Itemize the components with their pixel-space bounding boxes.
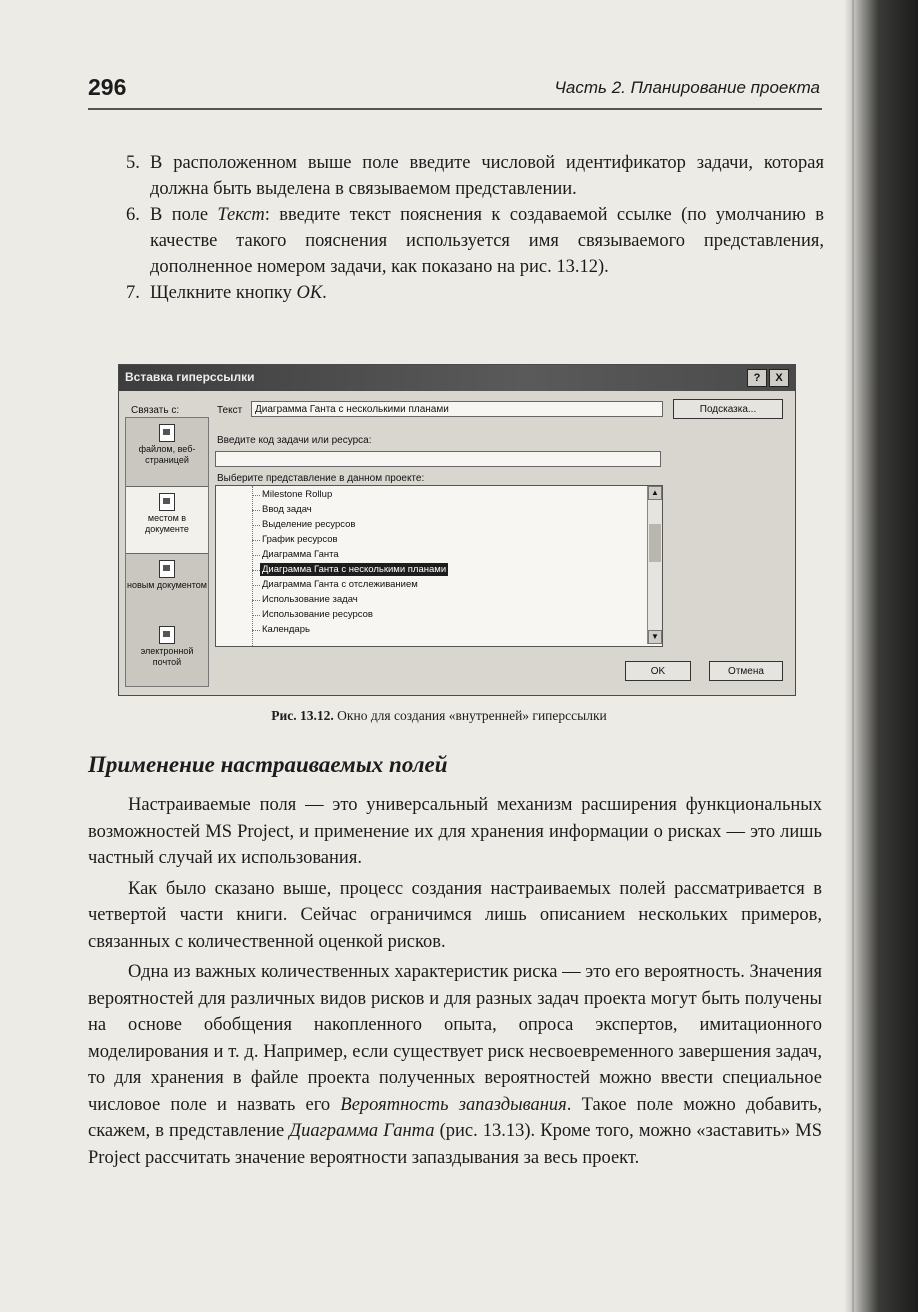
view-item[interactable]: Ввод задач [262,504,312,515]
paragraph-emphasis: Вероятность запаздывания [340,1094,567,1115]
steps-list [112,150,824,306]
web-page-icon [159,424,175,442]
email-icon [159,626,175,644]
paragraph: Настраиваемые поля — это универсальный механизм расширения функциональных возможностей MS Project, и применение их для хранения информации о рисках — это лишь частный случай их использования. [88,795,822,868]
text-label: Текст [217,405,243,416]
task-id-field[interactable] [215,451,661,467]
tree-tick [252,555,260,556]
insert-hyperlink-dialog [118,364,796,696]
step-text: В поле [150,205,218,225]
paragraph-text: (рис. 13.13). Кроме того, можно «заставить» MS Project рассчитать значение вероятности запаздывания за весь проект. [88,1121,822,1168]
link-target-label: местом в документе [145,513,189,534]
caption-text: Окно для создания «внутренней» гиперссылки [337,708,607,723]
page-number: 296 [88,74,127,100]
tree-tick [252,615,260,616]
tree-tick [252,495,260,496]
step-item [112,280,824,306]
help-button[interactable]: ? [747,369,767,387]
tree-tick [252,600,260,601]
document-place-icon [159,493,175,511]
tooltip-button[interactable]: Подсказка... [673,399,783,419]
link-target-label: файлом, веб-страницей [138,444,196,465]
link-target-new-doc[interactable] [126,554,208,620]
header-rule [88,108,822,110]
ok-button[interactable]: OK [625,661,691,681]
task-id-label: Введите код задачи или ресурса: [217,435,372,446]
view-item[interactable]: Календарь [262,624,310,635]
step-text: Щелкните кнопку [150,283,297,303]
link-target-label: новым документом [127,580,207,590]
view-item[interactable]: Milestone Rollup [262,489,333,500]
new-document-icon [159,560,175,578]
view-item[interactable]: Диаграмма Ганта [262,549,339,560]
view-item[interactable]: Выделение ресурсов [262,519,356,530]
body-text [88,792,822,1175]
step-number: 5. [126,153,140,173]
paragraph: Как было сказано выше, процесс создания настраиваемых полей рассматривается в четвертой части книги. Сейчас ограничимся лишь описанием нескольких примеров, связанных с количественной оценкой рисков. [88,878,822,952]
view-label: Выберите представление в данном проекте: [217,473,425,484]
paragraph-text: Одна из важных количественных характеристик риска — это его вероятность. Значения вероятностей для различных видов рисков и для разных задач проекта могут быть получены на основе обобщения накопленного опыта, опроса экспертов, имитационного моделирования и т. д. Например, если существует риск несвоевременного завершения задач, то для хранения в файле проекта полученных вероятностей можно ввести специальное числовое поле и назвать его [88,962,822,1115]
section-heading: Применение настраиваемых полей [88,752,448,777]
paragraph-text: . Такое поле можно добавить, скажем, в представление [88,1094,823,1141]
view-item[interactable]: Использование ресурсов [262,609,373,620]
paragraph-emphasis: Диаграмма Ганта [289,1121,435,1141]
page-edge-shadow [852,0,918,1312]
dialog-title: Вставка гиперссылки [125,370,255,384]
scroll-down-icon[interactable]: ▼ [648,630,662,644]
view-item-selected[interactable]: Диаграмма Ганта с несколькими планами [262,564,447,575]
step-text: В расположенном выше поле введите числовой идентификатор задачи, которая должна быть выделена в связываемом представлении. [150,153,824,199]
link-target-label: электронной почтой [140,646,194,667]
view-item[interactable]: Использование задач [262,594,358,605]
close-button[interactable]: X [769,369,789,387]
step-emphasis: OK [296,283,323,303]
cancel-button[interactable]: Отмена [709,661,783,681]
link-target-email[interactable] [126,620,208,686]
step-text: : введите текст пояснения к создаваемой ссылке (по умолчанию в качестве такого пояснения используется имя связываемого представления, дополненное номером задачи, как показано на рис. 13.12). [150,205,824,277]
caption-label: Рис. 13.12. [271,708,334,723]
step-number: 6. [126,205,140,225]
tree-tick [252,510,260,511]
running-title: Часть 2. Планирование проекта [554,78,820,97]
text-field[interactable]: Диаграмма Ганта с несколькими планами [251,401,663,417]
step-text: . [322,283,327,303]
tree-tick [252,585,260,586]
tree-tick [252,540,260,541]
step-number: 7. [126,283,140,303]
step-emphasis: Текст [217,205,265,225]
link-target-bar [125,417,209,687]
step-item [112,150,824,202]
view-item[interactable]: Диаграмма Ганта с отслеживанием [262,579,418,590]
view-scrollbar[interactable] [647,486,662,644]
scroll-up-icon[interactable]: ▲ [648,486,662,500]
figure-caption [0,708,918,724]
link-target-place[interactable] [126,486,208,554]
step-item [112,202,824,280]
link-to-label: Связать с: [131,405,180,416]
scroll-thumb[interactable] [649,524,661,562]
tree-tick [252,630,260,631]
dialog-titlebar[interactable] [119,365,795,391]
view-listbox[interactable] [215,485,663,647]
paragraph [88,959,822,1171]
tree-tick [252,525,260,526]
view-item[interactable]: График ресурсов [262,534,338,545]
link-target-file[interactable] [126,418,208,484]
tree-tick [252,570,260,571]
